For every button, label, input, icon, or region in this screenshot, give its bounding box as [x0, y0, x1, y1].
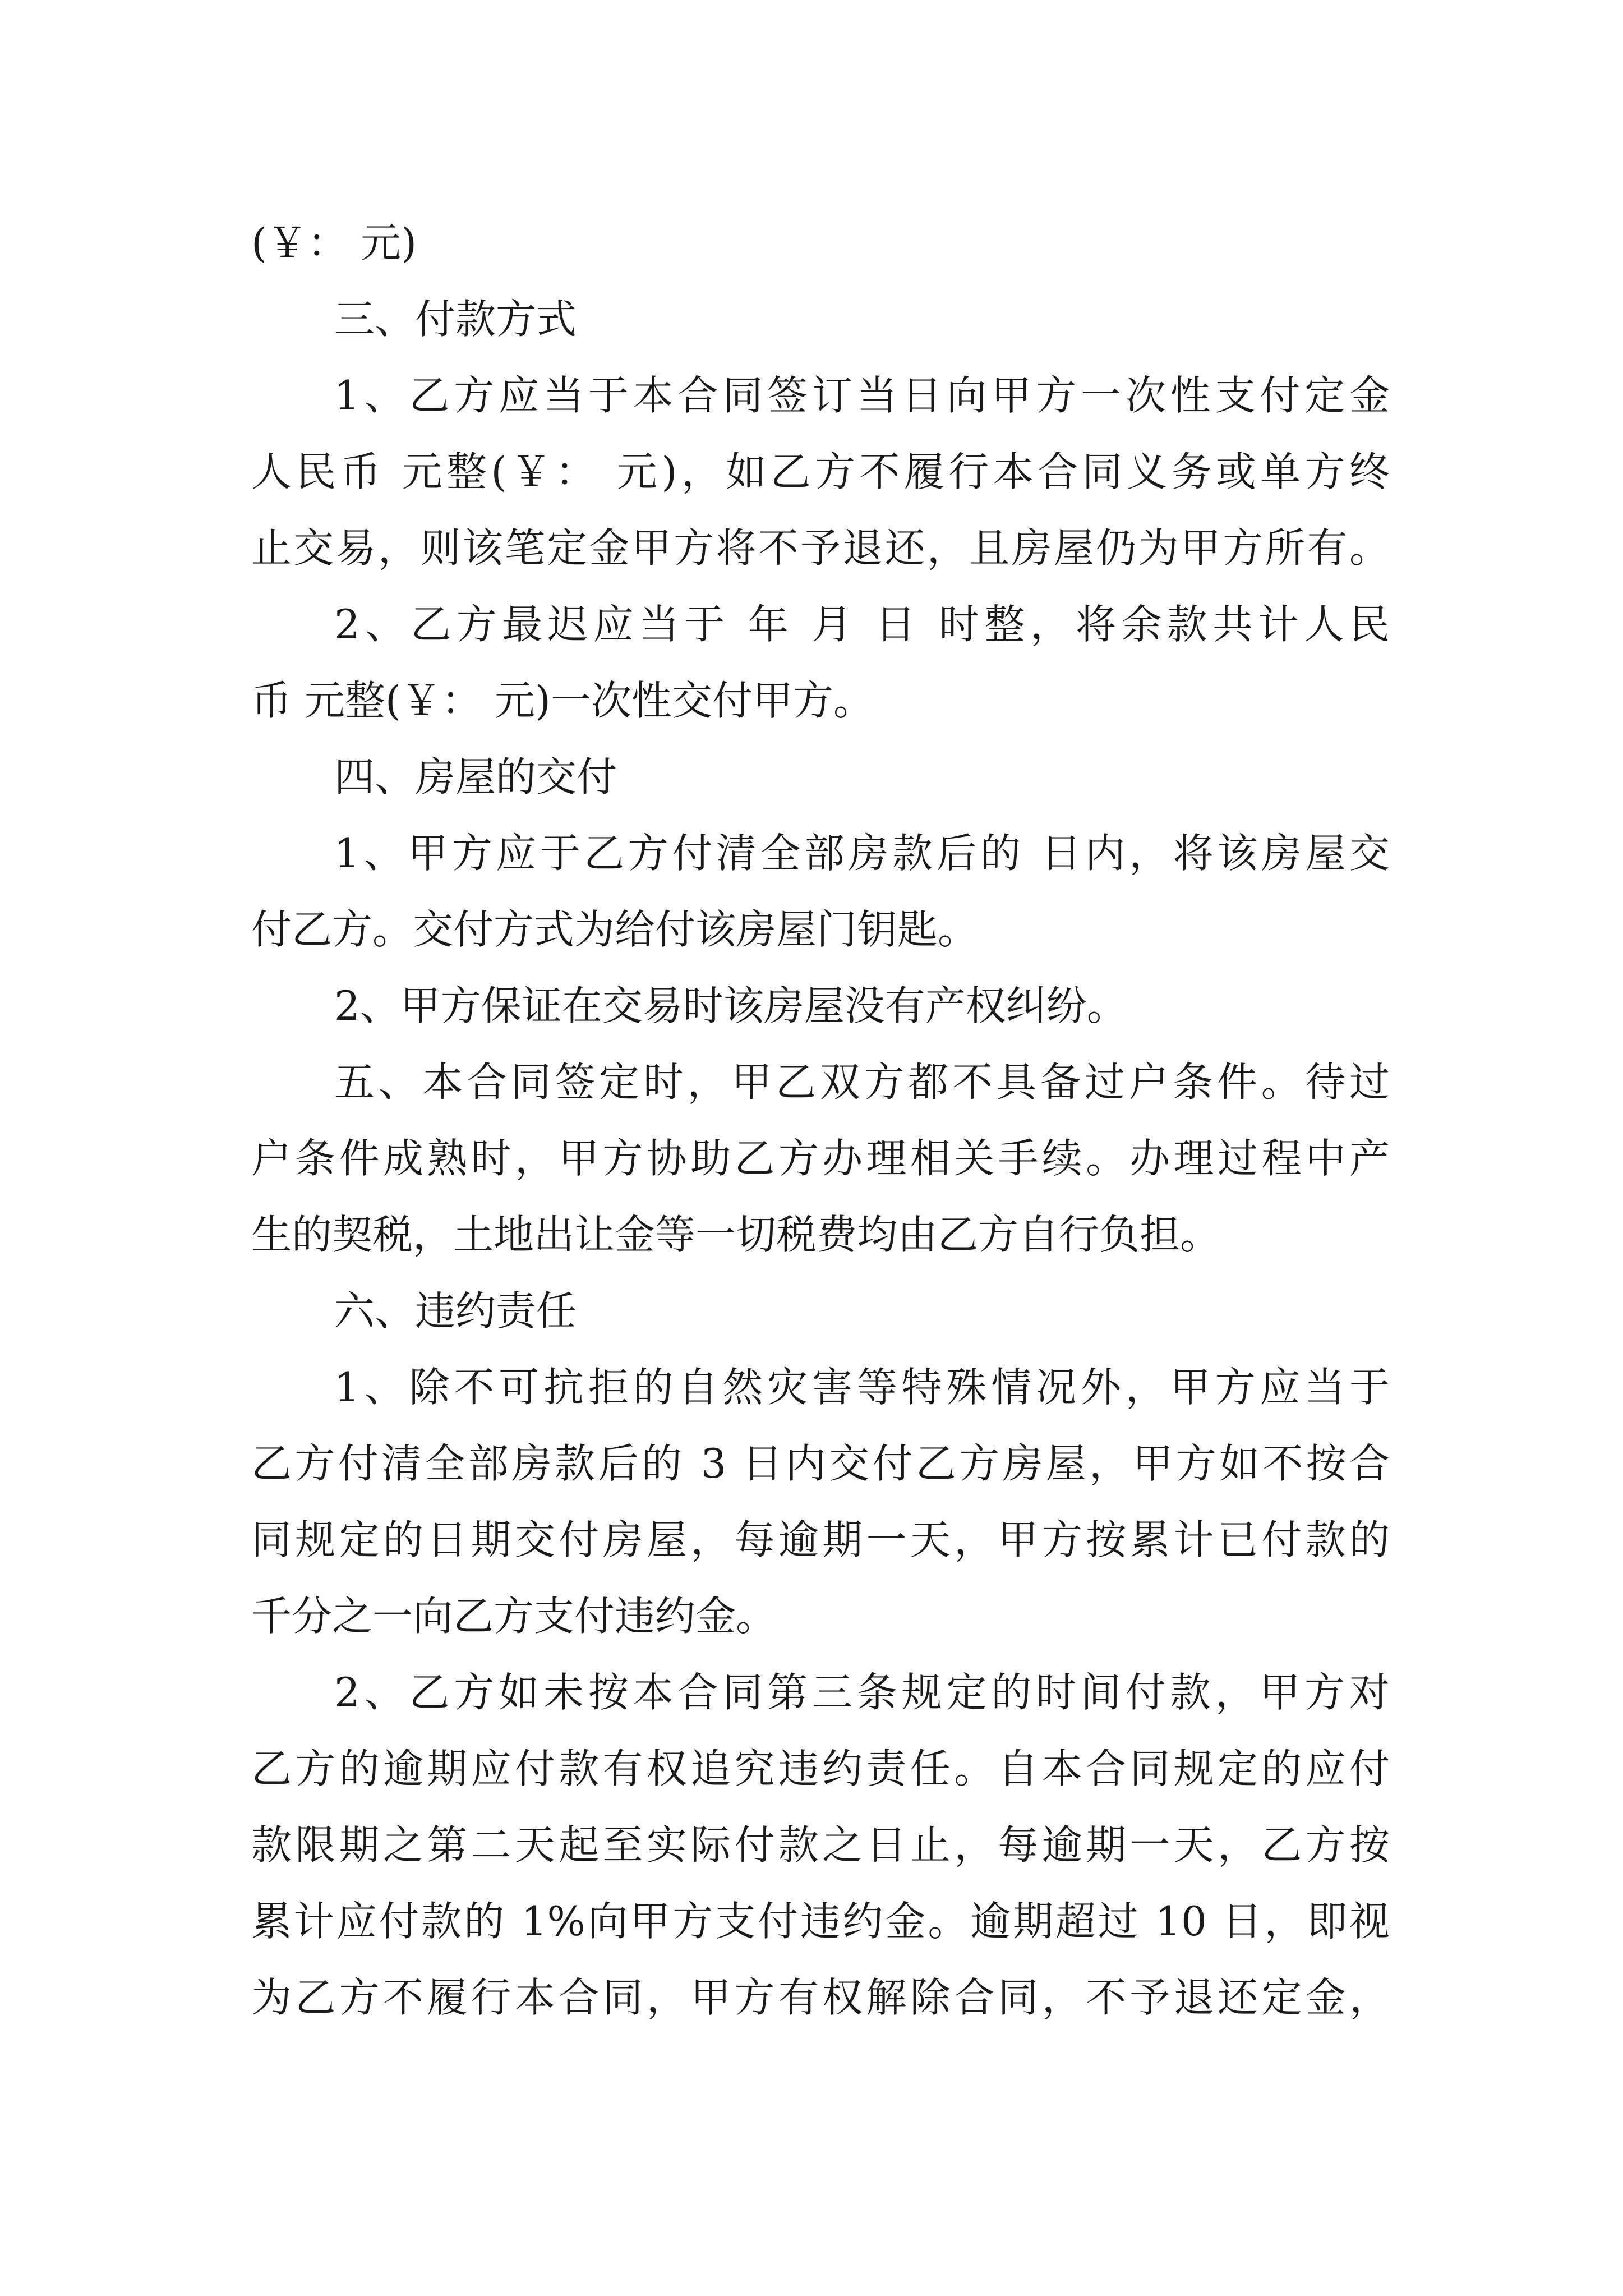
text-line: 同规定的日期交付房屋，每逾期一天，甲方按累计已付款的 — [251, 1516, 1390, 1563]
text-line: 1、甲方应于乙方付清全部房款后的 日内，将该房屋交 — [334, 830, 1390, 877]
text-line: 2、乙方最迟应当于 年 月 日 时整，将余款共计人民 — [334, 601, 1390, 648]
text-line: 为乙方不履行本合同，甲方有权解除合同，不予退还定金， — [251, 1974, 1390, 2021]
text-line: 人民币 元整(￥： 元)，如乙方不履行本合同义务或单方终 — [251, 448, 1390, 495]
text-line: 2、甲方保证在交易时该房屋没有产权纠纷。 — [334, 982, 1127, 1029]
text-line: 千分之一向乙方支付违约金。 — [251, 1593, 777, 1640]
text-line: 付乙方。交付方式为给付该房屋门钥匙。 — [251, 906, 979, 953]
section-heading-delivery: 四、房屋的交付 — [334, 753, 617, 800]
text-line: 生的契税，土地出让金等一切税费均由乙方自行负担。 — [251, 1211, 1221, 1258]
text-line: 户条件成熟时，甲方协助乙方办理相关手续。办理过程中产 — [251, 1135, 1390, 1182]
text-line: 乙方付清全部房款后的 3 日内交付乙方房屋，甲方如不按合 — [251, 1440, 1390, 1487]
text-line: 2、乙方如未按本合同第三条规定的时间付款，甲方对 — [334, 1669, 1390, 1716]
text-line: 乙方的逾期应付款有权追究违约责任。自本合同规定的应付 — [251, 1745, 1390, 1792]
text-line: (￥： 元) — [251, 219, 417, 266]
text-line: 止交易，则该笔定金甲方将不予退还，且房屋仍为甲方所有。 — [251, 524, 1390, 572]
section-heading-liability: 六、违约责任 — [334, 1287, 577, 1335]
text-line: 累计应付款的 1%向甲方支付违约金。逾期超过 10 日，即视 — [251, 1898, 1390, 1945]
text-line: 五、本合同签定时，甲乙双方都不具备过户条件。待过 — [334, 1059, 1390, 1106]
text-line: 币 元整(￥： 元)一次性交付甲方。 — [251, 677, 874, 724]
text-line: 款限期之第二天起至实际付款之日止，每逾期一天，乙方按 — [251, 1821, 1390, 1869]
text-line: 1、乙方应当于本合同签订当日向甲方一次性支付定金 — [334, 372, 1390, 419]
section-heading-payment: 三、付款方式 — [334, 296, 577, 343]
text-line: 1、除不可抗拒的自然灾害等特殊情况外，甲方应当于 — [334, 1364, 1390, 1411]
